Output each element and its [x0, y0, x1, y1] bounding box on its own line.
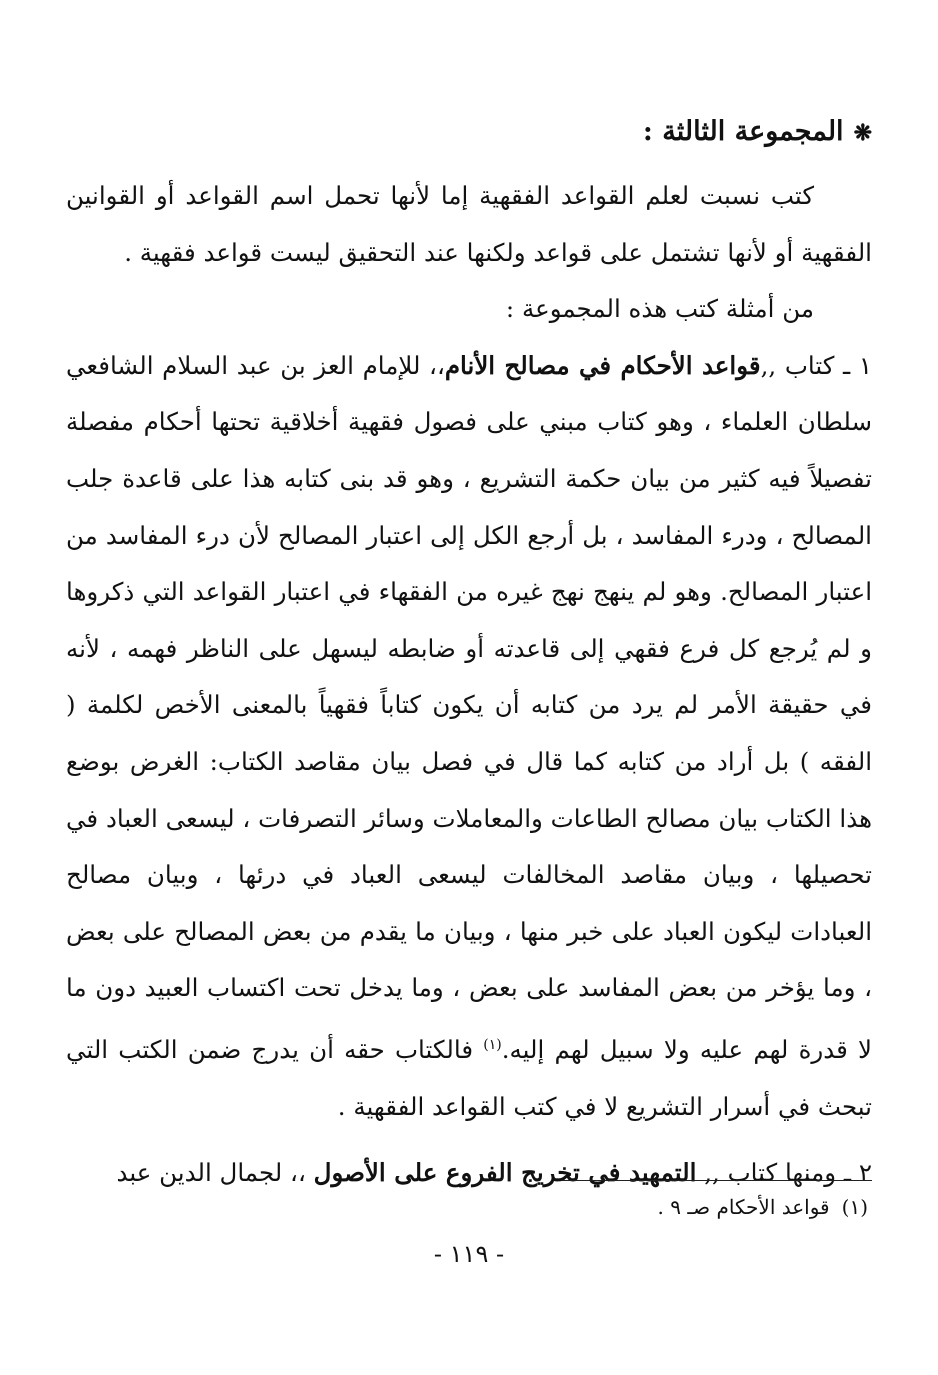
body-text	[66, 168, 872, 1202]
footnote	[658, 1192, 869, 1222]
list-item-1	[66, 338, 872, 1135]
footnote-text: قواعد الأحكام صـ ٩ .	[657, 1195, 830, 1219]
book-title-qawaid-al-ahkam: قواعد الأحكام في مصالح الأنام	[444, 350, 761, 380]
intro-paragraph: كتب نسبت لعلم القواعد الفقهية إما لأنها تحمل اسم القواعد أو القوانين الفقهية أو لأنها تشتمل على قواعد ولكنها عند التحقيق ليست قواعد فقهية .	[66, 181, 872, 267]
section-heading	[643, 112, 872, 153]
footnote-divider	[562, 1180, 872, 1181]
list-item-2-prefix: ٢ ـ ومنها كتاب ,,	[704, 1158, 872, 1188]
examples-lead-paragraph: من أمثلة كتب هذه المجموعة :	[505, 294, 814, 324]
list-item-2-text: ،، لجمال الدين عبد	[116, 1158, 306, 1188]
list-item-1-tail: فالكتاب حقه أن يدرج ضمن الكتب التي تبحث في أسرار التشريع لا في كتب القواعد الفقهية .	[66, 1035, 872, 1121]
flower-bullet-icon: ❋	[853, 120, 872, 146]
footnote-number: (١)	[841, 1195, 868, 1219]
list-item-1-prefix: ١ ـ كتاب ,,	[760, 350, 873, 380]
footnote-reference: (١)	[483, 1036, 502, 1053]
list-item-1-text: ،، للإمام العز بن عبد السلام الشافعي سلطان العلماء ، وهو كتاب مبني على فصول فقهية أخلاقية تحتها أحكام مفصلة تفصيلاً فيه كثير من بيان حكمة التشريع ، وهو قد بنى كتابه هذا على قاعدة جلب المصالح ، ودرء المفاسد ، بل أرجع الكل إلى اعتبار المصالح لأن درء المفاسد من اعتبار المصالح. وهو لم ينهج نهج غيره من الفقهاء في اعتبار القواعد التي ذكروها و لم يُرجع كل فرع فقهي إلى قاعدته أو ضابطه ليسهل على الناظر فهمه ، لأنه في حقيقة الأمر لم يرد من كتابه أن يكون كتاباً فقهياً بالمعنى الأخص لكلمة ( الفقه ) بل أراد من كتابه كما قال في فصل بيان مقاصد الكتاب: الغرض بوضع هذا الكتاب بيان مصالح الطاعات والمعاملات وسائر التصرفات ، ليسعى العباد في تحصيلها ، وبيان مقاصد المخالفات ليسعى العباد في درئها ، وبيان مصالح العبادات ليكون العباد على خبر منها ، وبيان ما يقدم من بعض المصالح على بعض ، وما يؤخر من بعض المفاسد على بعض ، وما يدخل تحت اكتساب العبيد دون ما لا قدرة لهم عليه ولا سبيل لهم إليه.	[66, 350, 872, 1065]
page-number: - ١١٩ -	[433, 1240, 505, 1268]
section-heading-text: المجموعة الثالثة :	[642, 116, 844, 147]
book-title-al-tamhid: التمهيد في تخريج الفروع على الأصول	[313, 1158, 697, 1188]
